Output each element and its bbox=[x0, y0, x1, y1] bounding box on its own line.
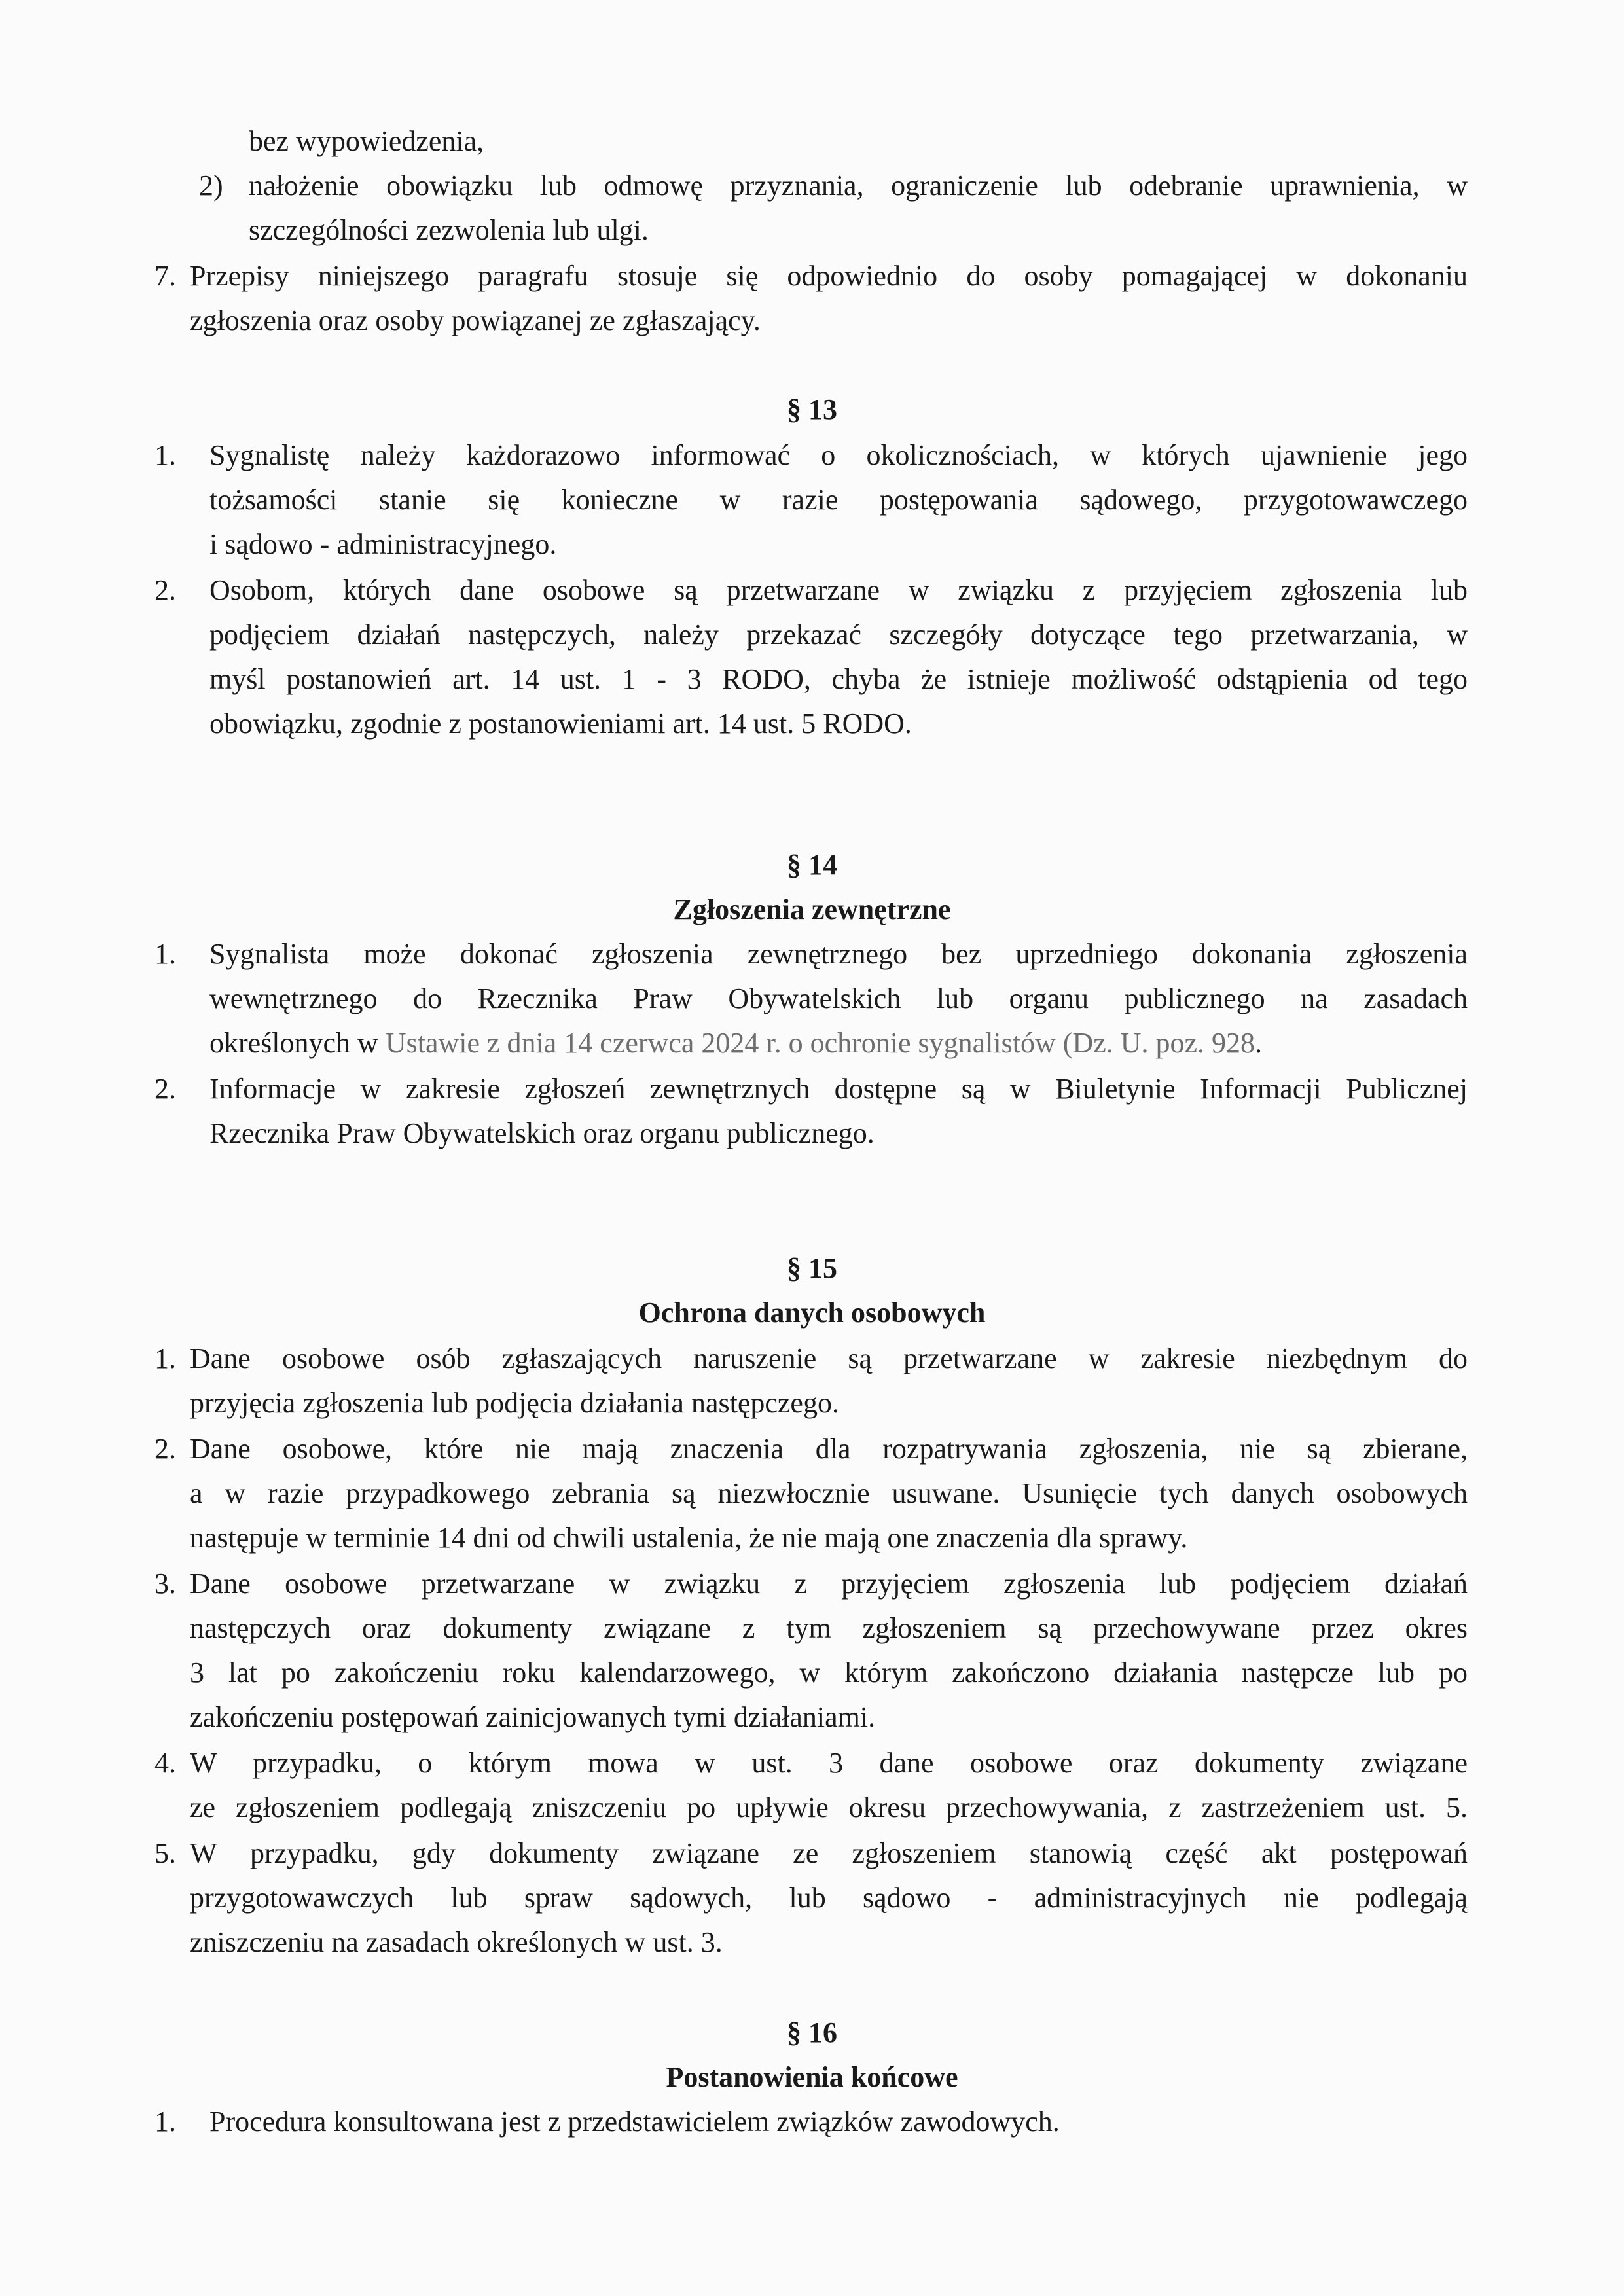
text-line: i sądowo - administracyjnego. bbox=[209, 528, 557, 560]
list-number: 2. bbox=[154, 1433, 176, 1465]
act-link[interactable]: Ustawie z dnia 14 czerwca 2024 r. o ochronie sygnalistów (Dz. U. poz. 928 bbox=[385, 1027, 1255, 1059]
text-line: Osobom, których dane osobowe są przetwarzane w związku z przyjęciem zgłoszenia lub bbox=[209, 574, 1468, 606]
text-line: a w razie przypadkowego zebrania są niezwłocznie usuwane. Usunięcie tych danych osobowych bbox=[190, 1477, 1468, 1509]
text-line: W przypadku, o którym mowa w ust. 3 dane osobowe oraz dokumenty związane bbox=[190, 1747, 1468, 1779]
list-number: 1. bbox=[154, 2106, 176, 2138]
text-line bbox=[209, 1026, 1262, 1060]
text-line: Procedura konsultowana jest z przedstawicielem związków zawodowych. bbox=[209, 2106, 1060, 2138]
text-line: Dane osobowe przetwarzane w związku z przyjęciem zgłoszenia lub podjęciem działań bbox=[190, 1568, 1468, 1600]
text-line: obowiązku, zgodnie z postanowieniami art. 14 ust. 5 RODO. bbox=[209, 708, 912, 740]
text-line: następuje w terminie 14 dni od chwili ustalenia, że nie mają one znaczenia dla sprawy. bbox=[190, 1522, 1188, 1554]
text-span: określonych w bbox=[209, 1027, 386, 1059]
text-line: 3 lat po zakończeniu roku kalendarzowego, w którym zakończono działania następcze lub po bbox=[190, 1657, 1468, 1689]
text-line: zniszczeniu na zasadach określonych w ust. 3. bbox=[190, 1926, 723, 1958]
list-number: 2. bbox=[154, 1073, 176, 1105]
text-line: Informacje w zakresie zgłoszeń zewnętrznych dostępne są w Biuletynie Informacji Publicznej bbox=[209, 1073, 1468, 1105]
text-line: Sygnalista może dokonać zgłoszenia zewnętrznego bez uprzedniego dokonania zgłoszenia bbox=[209, 938, 1468, 970]
section-heading: § 14 bbox=[787, 849, 837, 881]
list-number: 5. bbox=[154, 1837, 176, 1869]
text-line: Dane osobowe, które nie mają znaczenia dla rozpatrywania zgłoszenia, nie są zbierane, bbox=[190, 1433, 1468, 1465]
list-number: 4. bbox=[154, 1747, 176, 1779]
text-line: ze zgłoszeniem podlegają zniszczeniu po upływie okresu przechowywania, z zastrzeżeniem ust. 5. bbox=[190, 1791, 1468, 1823]
text-line: zakończeniu postępowań zainicjowanych tymi działaniami. bbox=[190, 1701, 876, 1733]
section-title: Zgłoszenia zewnętrzne bbox=[673, 893, 951, 925]
text-line: Przepisy niniejszego paragrafu stosuje się odpowiednio do osoby pomagającej w dokonaniu bbox=[190, 260, 1468, 292]
text-line: podjęciem działań następczych, należy przekazać szczegóły dotyczące tego przetwarzania, w bbox=[209, 619, 1468, 651]
section-title: Ochrona danych osobowych bbox=[638, 1297, 986, 1329]
list-number: 7. bbox=[154, 260, 176, 292]
text-line: zgłoszenia oraz osoby powiązanej ze zgłaszający. bbox=[190, 304, 761, 336]
list-number: 2. bbox=[154, 574, 176, 606]
text-line: bez wypowiedzenia, bbox=[249, 125, 484, 157]
text-span: . bbox=[1255, 1027, 1263, 1059]
list-number: 1. bbox=[154, 938, 176, 970]
section-heading: § 13 bbox=[787, 393, 837, 425]
text-line: Dane osobowe osób zgłaszających naruszenie są przetwarzane w zakresie niezbędnym do bbox=[190, 1342, 1468, 1374]
text-line: Rzecznika Praw Obywatelskich oraz organu publicznego. bbox=[209, 1117, 875, 1149]
list-number: 1. bbox=[154, 439, 176, 471]
text-line: przyjęcia zgłoszenia lub podjęcia działania następczego. bbox=[190, 1387, 839, 1419]
text-line: następczych oraz dokumenty związane z tym zgłoszeniem są przechowywane przez okres bbox=[190, 1612, 1468, 1644]
section-title: Postanowienia końcowe bbox=[666, 2061, 958, 2093]
text-line: nałożenie obowiązku lub odmowę przyznania, ograniczenie lub odebranie uprawnienia, w bbox=[249, 170, 1468, 202]
section-heading: § 15 bbox=[787, 1252, 837, 1284]
list-number: 1. bbox=[154, 1342, 176, 1374]
text-line: myśl postanowień art. 14 ust. 1 - 3 RODO, chyba że istnieje możliwość odstąpienia od tego bbox=[209, 663, 1468, 695]
text-line: przygotowawczych lub spraw sądowych, lub sądowo - administracyjnych nie podlegają bbox=[190, 1882, 1468, 1914]
text-line: tożsamości stanie się konieczne w razie postępowania sądowego, przygotowawczego bbox=[209, 484, 1468, 516]
text-line: W przypadku, gdy dokumenty związane ze zgłoszeniem stanowią część akt postępowań bbox=[190, 1837, 1468, 1869]
section-heading: § 16 bbox=[787, 2017, 837, 2049]
text-line: szczególności zezwolenia lub ulgi. bbox=[249, 214, 649, 246]
list-number: 3. bbox=[154, 1568, 176, 1600]
text-line: Sygnalistę należy każdorazowo informować o okolicznościach, w których ujawnienie jego bbox=[209, 439, 1468, 471]
list-number: 2) bbox=[199, 170, 223, 202]
text-line: wewnętrznego do Rzecznika Praw Obywatelskich lub organu publicznego na zasadach bbox=[209, 982, 1468, 1014]
